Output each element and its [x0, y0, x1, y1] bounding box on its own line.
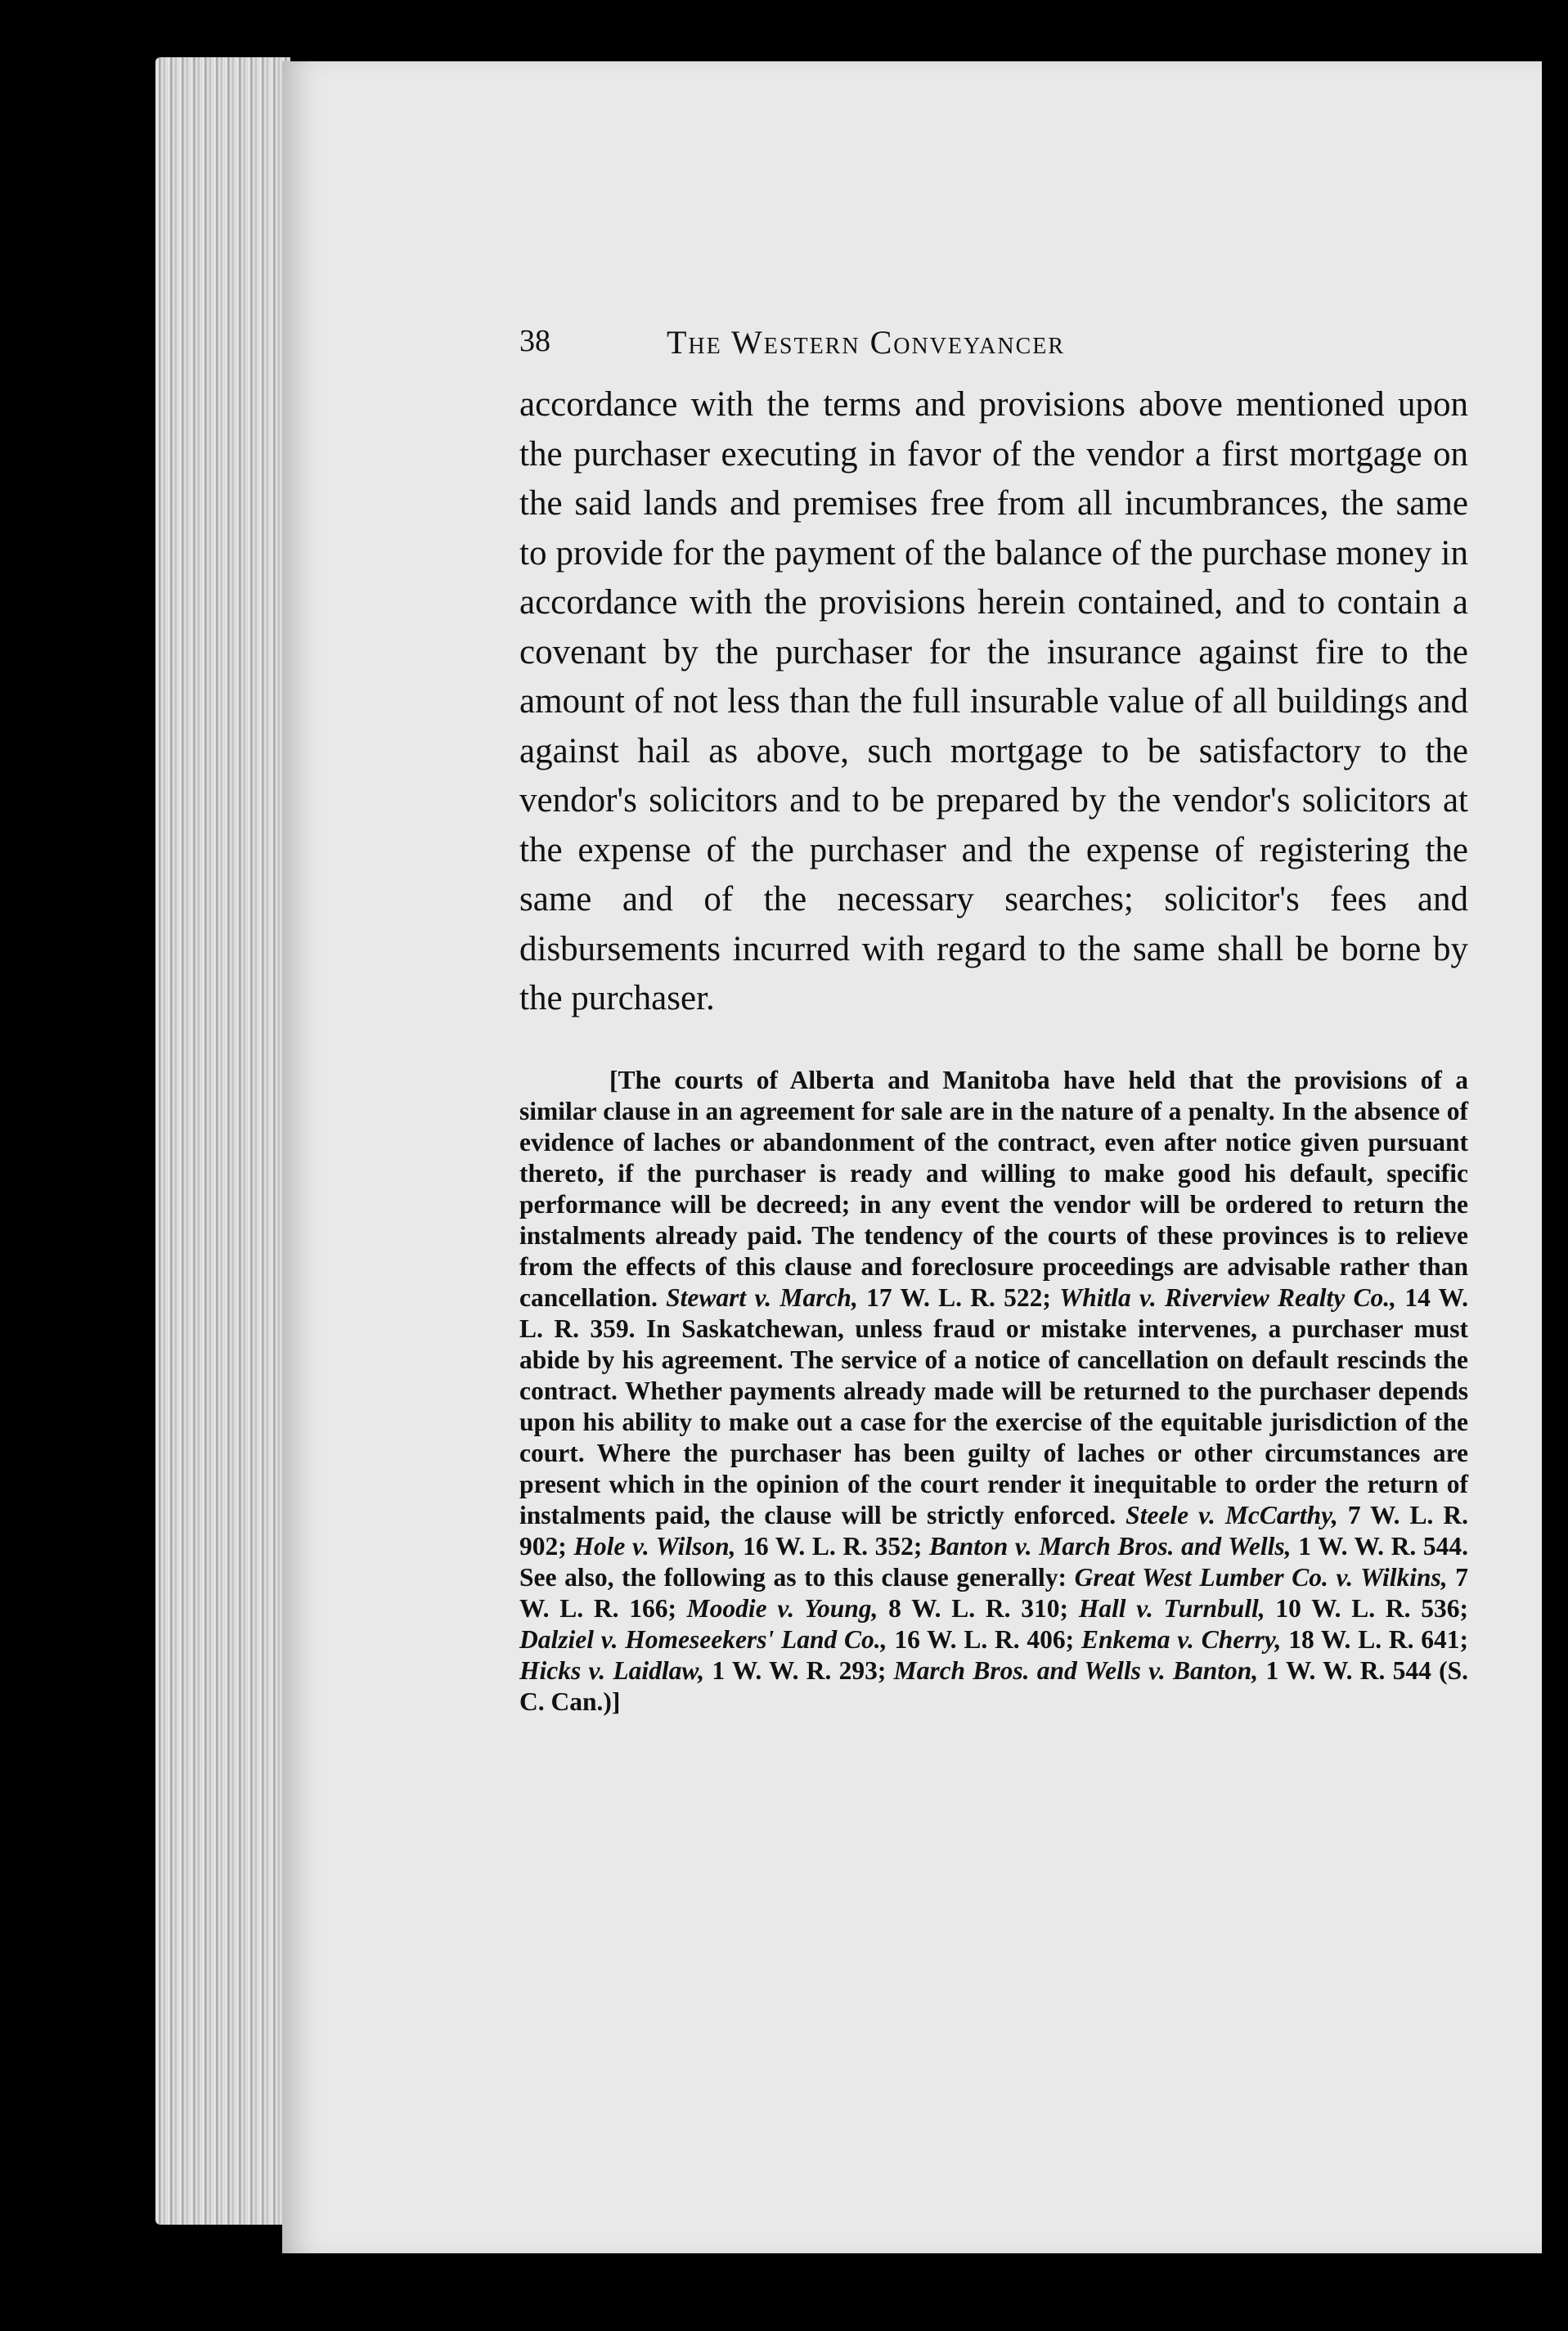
- book-spine-edges: [155, 57, 290, 2225]
- citation: 14 W. L. R. 359. In Saskatchewan, unless fraud or mistake intervenes, a purchaser must abide by his agreement. The service of a notice of cancellation on default rescinds the contract. Whether payments already made will be returned to the purchaser depends upon his ability to make out a case for the exercise of the equitable jurisdiction of the court. Where the purchaser has been guilty of laches or other circumstances are present which in the opinion of the court render it inequitable to order the return of instalments paid, the clause will be strictly enforced.: [519, 1282, 1469, 1529]
- citation: 1 W. W. R. 544. See also, the following as to this clause generally:: [519, 1531, 1469, 1592]
- citation: 10 W. L. R. 536;: [1275, 1593, 1468, 1623]
- book-page: [282, 61, 1542, 2253]
- case-name: Great West Lumber Co. v. Wilkins,: [1074, 1562, 1448, 1592]
- footnote-text: [The courts of Alberta and Manitoba have held that the provisions of a similar clause in an agreement for sale are in the nature of a penalty. In the absence of evidence of laches or abandonment of the contract, even after notice given pursuant thereto, if the purchaser is ready and willing to make good his default, specific performance will be decreed; in any event the vendor will be ordered to return the instalments already paid. The tendency of the courts of these provinces is to relieve from the effects of this clause and foreclosure proceedings are advisable rather than cancellation.: [519, 1065, 1468, 1312]
- page-header: [519, 323, 1468, 380]
- page-content: [519, 323, 1468, 1718]
- page-number: 38: [519, 324, 550, 358]
- citation: 18 W. L. R. 641;: [1288, 1624, 1469, 1654]
- footnote: [519, 1065, 1468, 1718]
- citation: 17 W. L. R. 522;: [866, 1282, 1051, 1312]
- case-name: Dalziel v. Homeseekers' Land Co.,: [519, 1624, 887, 1654]
- citation: 1 W. W. R. 544 (S. C. Can.)]: [519, 1655, 1468, 1716]
- citation: 7 W. L. R. 166;: [519, 1562, 1469, 1623]
- citation: 7 W. L. R. 902;: [519, 1500, 1469, 1561]
- case-name: Whitla v. Riverview Realty Co.,: [1059, 1282, 1397, 1312]
- running-title: The Western Conveyancer: [667, 324, 1066, 361]
- case-name: Moodie v. Young,: [686, 1593, 878, 1623]
- citation: 16 W. L. R. 406;: [894, 1624, 1075, 1654]
- case-name: Enkema v. Cherry,: [1081, 1624, 1282, 1654]
- citation: 16 W. L. R. 352;: [743, 1531, 923, 1561]
- case-name: Hall v. Turnbull,: [1078, 1593, 1265, 1623]
- case-name: Steele v. McCarthy,: [1125, 1500, 1338, 1529]
- body-paragraph: accordance with the terms and provisions above mentioned upon the purchaser executing in favor of the vendor a first mortgage on the said lands and premises free from all incumbrances, the same to provide for the payment of the balance of the purchase money in accordance with the provisions herein contained, and to contain a covenant by the purchaser for the insurance against fire to the amount of not less than the full insurable value of all buildings and against hail as above, such mortgage to be satisfactory to the vendor's solicitors and to be prepared by the vendor's solicitors at the expense of the purchaser and the expense of registering the same and of the necessary searches; solicitor's fees and disbursements incurred with regard to the same shall be borne by the purchaser.: [519, 385, 1468, 1017]
- case-name: Stewart v. March,: [666, 1282, 858, 1312]
- case-name: March Bros. and Wells v. Banton,: [893, 1655, 1259, 1685]
- citation: 1 W. W. R. 293;: [712, 1655, 887, 1685]
- case-name: Hicks v. Laidlaw,: [519, 1655, 705, 1685]
- case-name: Banton v. March Bros. and Wells,: [928, 1531, 1292, 1561]
- case-name: Hole v. Wilson,: [573, 1531, 736, 1561]
- citation: 8 W. L. R. 310;: [888, 1593, 1068, 1623]
